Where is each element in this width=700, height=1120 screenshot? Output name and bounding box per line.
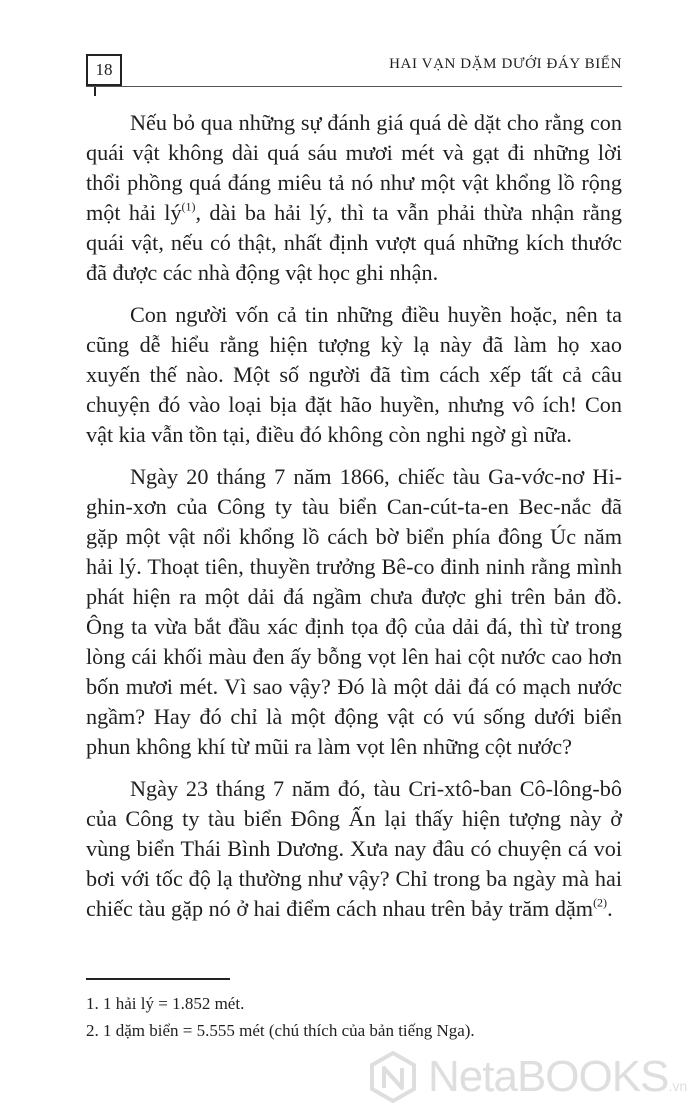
footnote-ref-1[interactable]: (1): [181, 199, 196, 214]
body-text: [86, 108, 622, 936]
watermark-text: NetaBOOKS.vn: [428, 1052, 688, 1101]
footnote-ref-2[interactable]: (2): [593, 895, 608, 910]
paragraph-2: Con người vốn cả tin những điều huyền hoặc, nên ta cũng dễ hiểu rằng hiện tượng kỳ lạ này đã làm họ xao xuyến thế nào. Một số người đã tìm cách xếp tất cả câu chuyện đó vào loại bịa đặt hão huyền, nhưng vô ích! Con vật kia vẫn tồn tại, điều đó không còn nghi ngờ gì nữa.: [86, 302, 622, 447]
footnote-rule: [86, 978, 230, 980]
paragraph-3: Ngày 20 tháng 7 năm 1866, chiếc tàu Ga-vớc-nơ Hi-ghin-xơn của Công ty tàu biển Can-cút-ta-en Bec-nắc đã gặp một vật nổi khổng lồ cách bờ biển phía đông Úc năm hải lý. Thoạt tiên, thuyền trưởng Bê-co đinh ninh rằng mình phát hiện ra một dải đá ngầm chưa được ghi trên bản đồ. Ông ta vừa bắt đầu xác định tọa độ của dải đá, thì từ trong lòng cái khối màu đen ấy bỗng vọt lên hai cột nước cao hơn bốn mươi mét. Vì sao vậy? Đó là một dải đá có mạch nước ngầm? Hay đó chỉ là một động vật có vú sống dưới biển phun không khí từ mũi ra làm vọt lên những cột nước?: [86, 464, 622, 759]
paragraph-text: , dài ba hải lý, thì ta vẫn phải thừa nhận rằng quái vật, nếu có thật, nhất định vượt quá những kích thước đã được các nhà động vật học ghi nhận.: [86, 200, 622, 285]
footnotes: [86, 990, 646, 1044]
paragraph-text: .: [607, 896, 613, 921]
footnote-1: 1. 1 hải lý = 1.852 mét.: [86, 994, 245, 1013]
page-header: [86, 54, 622, 94]
netabooks-logo-icon: [366, 1050, 420, 1104]
paragraph-text: Nếu bỏ qua những sự đánh giá quá dè dặt cho rằng con quái vật không dài quá sáu mươi mét và gạt đi những lời thổi phồng quá đáng miêu tả nó như một vật khổng lồ rộng một hải lý: [86, 110, 622, 225]
footnote-2: 2. 1 dặm biển = 5.555 mét (chú thích của bản tiếng Nga).: [86, 1021, 475, 1040]
paragraph-1: [86, 108, 622, 288]
watermark-suffix: .vn: [668, 1078, 688, 1094]
paragraph-text: Ngày 23 tháng 7 năm đó, tàu Cri-xtô-ban Cô-lông-bô của Công ty tàu biển Đông Ấn lại thấy hiện tượng này ở vùng biển Thái Bình Dương. Xưa nay đâu có chuyện cá voi bơi với tốc độ lạ thường như vậy? Chỉ trong ba ngày mà hai chiếc tàu gặp nó ở hai điểm cách nhau trên bảy trăm dặm: [86, 776, 622, 921]
paragraph-4: [86, 774, 622, 924]
page-number: 18: [86, 54, 122, 86]
running-title: HAI VẠN DẶM DƯỚI ĐÁY BIỂN: [389, 56, 622, 72]
header-rule: [86, 86, 622, 87]
watermark: [366, 1048, 686, 1106]
